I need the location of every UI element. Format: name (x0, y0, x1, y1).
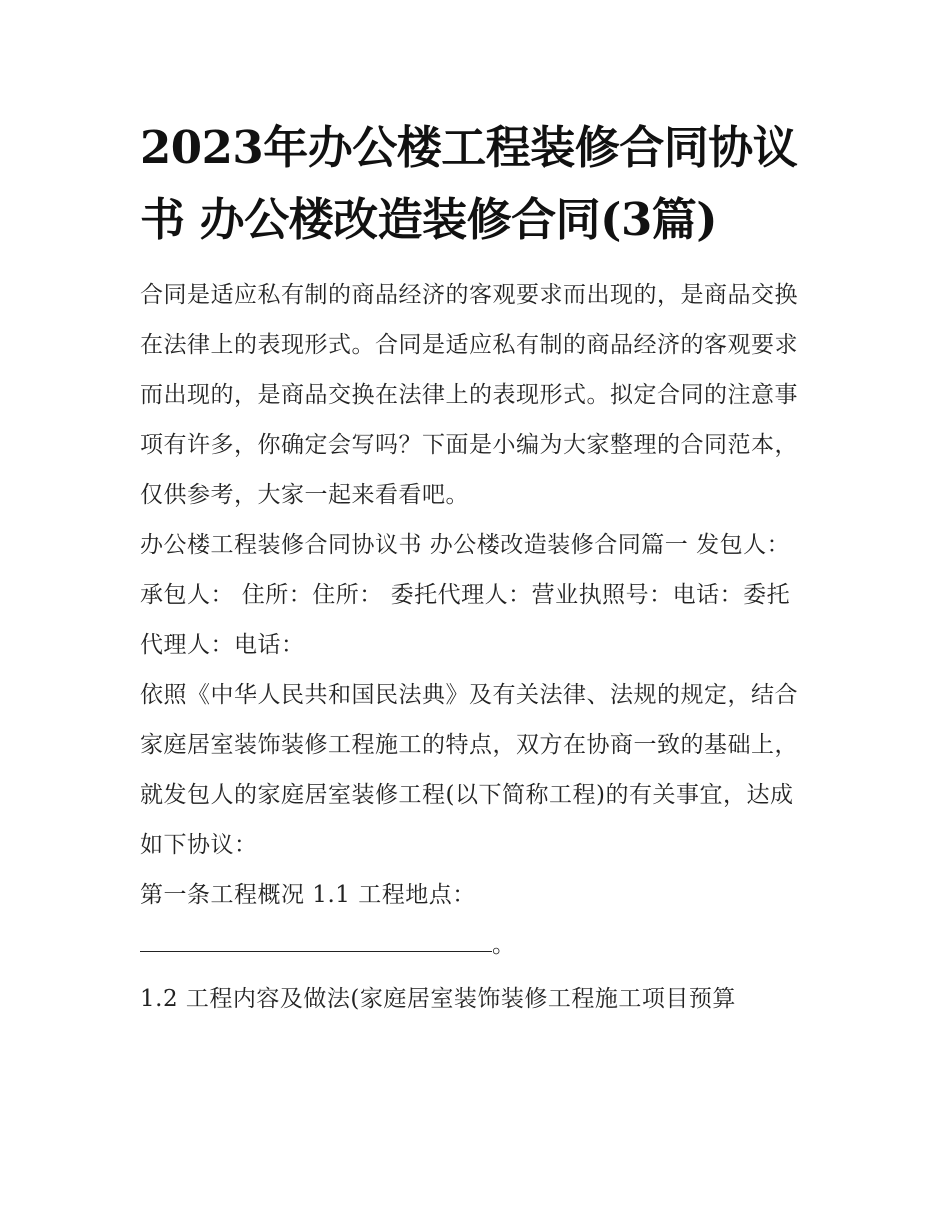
blank-underline (140, 925, 492, 952)
blank-suffix: 。 (492, 932, 516, 958)
document-page (140, 112, 812, 1024)
basis-paragraph: 依照《中华人民共和国民法典》及有关法律、法规的规定，结合家庭居室装饰装修工程施工的特点，双方在协商一致的基础上，就发包人的家庭居室装修工程(以下简称工程)的有关事宜，达成如下协议： (140, 682, 798, 858)
intro-paragraph: 合同是适应私有制的商品经济的客观要求而出现的，是商品交换在法律上的表现形式。合同是适应私有制的商品经济的客观要求而出现的，是商品交换在法律上的表现形式。拟定合同的注意事项有许多，你确定会写吗？下面是小编为大家整理的合同范本，仅供参考，大家一起来看看吧。 (140, 282, 798, 508)
article1-2-line: 1.2 工程内容及做法(家庭居室装饰装修工程施工项目预算 (140, 986, 736, 1012)
blank-fill-line (140, 920, 812, 970)
section1-heading-paragraph: 办公楼工程装修合同协议书 办公楼改造装修合同篇一 发包人：承包人： 住所：住所： 委托代理人：营业执照号：电话：委托代理人：电话： (140, 532, 791, 658)
document-body (140, 270, 812, 1024)
article1-line: 第一条工程概况 1.1 工程地点： (140, 882, 476, 908)
document-title: 2023年办公楼工程装修合同协议书 办公楼改造装修合同(3篇) (140, 121, 798, 246)
